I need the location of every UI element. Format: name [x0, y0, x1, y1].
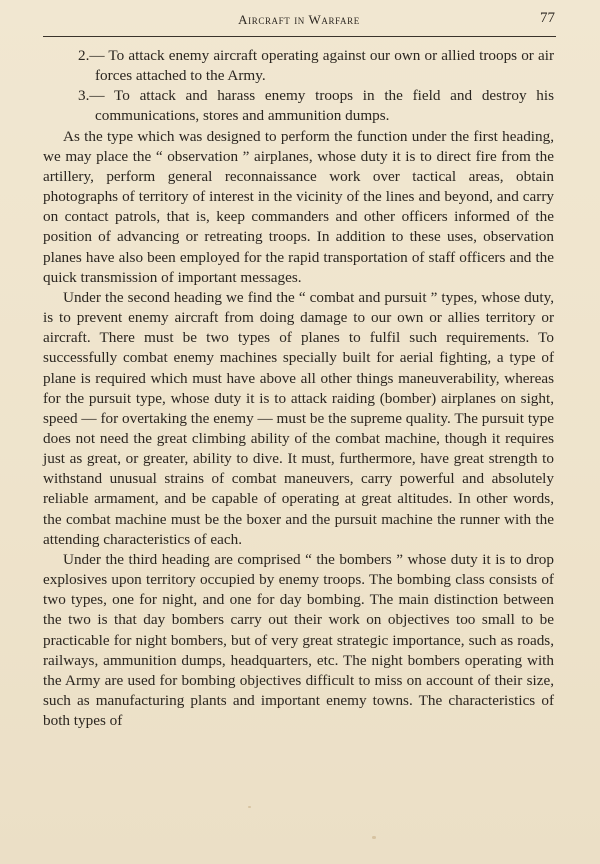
paper-stain [372, 836, 376, 839]
page-body [43, 46, 554, 731]
numbered-item-3: 3.— To attack and harass enemy troops in the field and destroy his communications, stores and ammunition dumps. [78, 87, 554, 125]
paragraph-bombers: Under the third heading are comprised “ the bombers ” whose duty it is to drop explosives upon territory occupied by enemy troops. The bombing class consists of two types, one for night, and one for day bombing. The main distinction between the two is that day bombers carry out their work on objectives too small to be practicable for night bombers, but of very great strategic importance, such as roads, railways, ammunition dumps, headquarters, etc. The night bombers operating with the Army are used for bombing objectives difficult to miss on account of their size, such as manufacturing plants and important enemy towns. The characteristics of both types of [43, 550, 554, 730]
numbered-item-2: 2.— To attack enemy aircraft operating against our own or allied troops or air forces attached to the Army. [78, 47, 554, 85]
running-head: Aircraft in Warfare [238, 12, 360, 27]
page-header [43, 8, 555, 38]
paper-stain [248, 806, 251, 808]
paragraph-observation: As the type which was designed to perform the function under the first heading, we may place the “ observation ” airplanes, whose duty it is to direct fire from the artillery, perform general reconnaissance work over tactical areas, obtain photographs of territory of interest in the vicinity of the lines and beyond, and carry on contact patrols, that is, keep commanders and other officers informed of the position of advancing or retreating troops. In addition to these uses, observation planes have also been employed for the rapid transportation of staff officers and the quick transmission of important messages. [43, 127, 554, 286]
header-rule [43, 36, 556, 37]
paragraph-combat-pursuit: Under the second heading we find the “ combat and pursuit ” types, whose duty, is to prevent enemy aircraft from doing damage to our own or allies territory or aircraft. There must be two types of planes to fulfil such requirements. To successfully combat enemy machines specially built for aerial fighting, a type of plane is required which must have above all other things maneuverability, whereas for the pursuit type, whose duty it is to attack raiding (bomber) airplanes on sight, speed — for overtaking the enemy — must be the supreme quality. The pursuit type does not need the great climbing ability of the combat machine, though it requires just as great, or greater, ability to dive. It must, furthermore, have great strength to withstand unusual strains of combat maneuvers, carry powerful and absolutely reliable armament, and be capable of operating at great altitudes. In other words, the combat machine must be the boxer and the pursuit machine the runner with the attending characteristics of each. [43, 288, 554, 548]
page-number: 77 [540, 10, 555, 26]
